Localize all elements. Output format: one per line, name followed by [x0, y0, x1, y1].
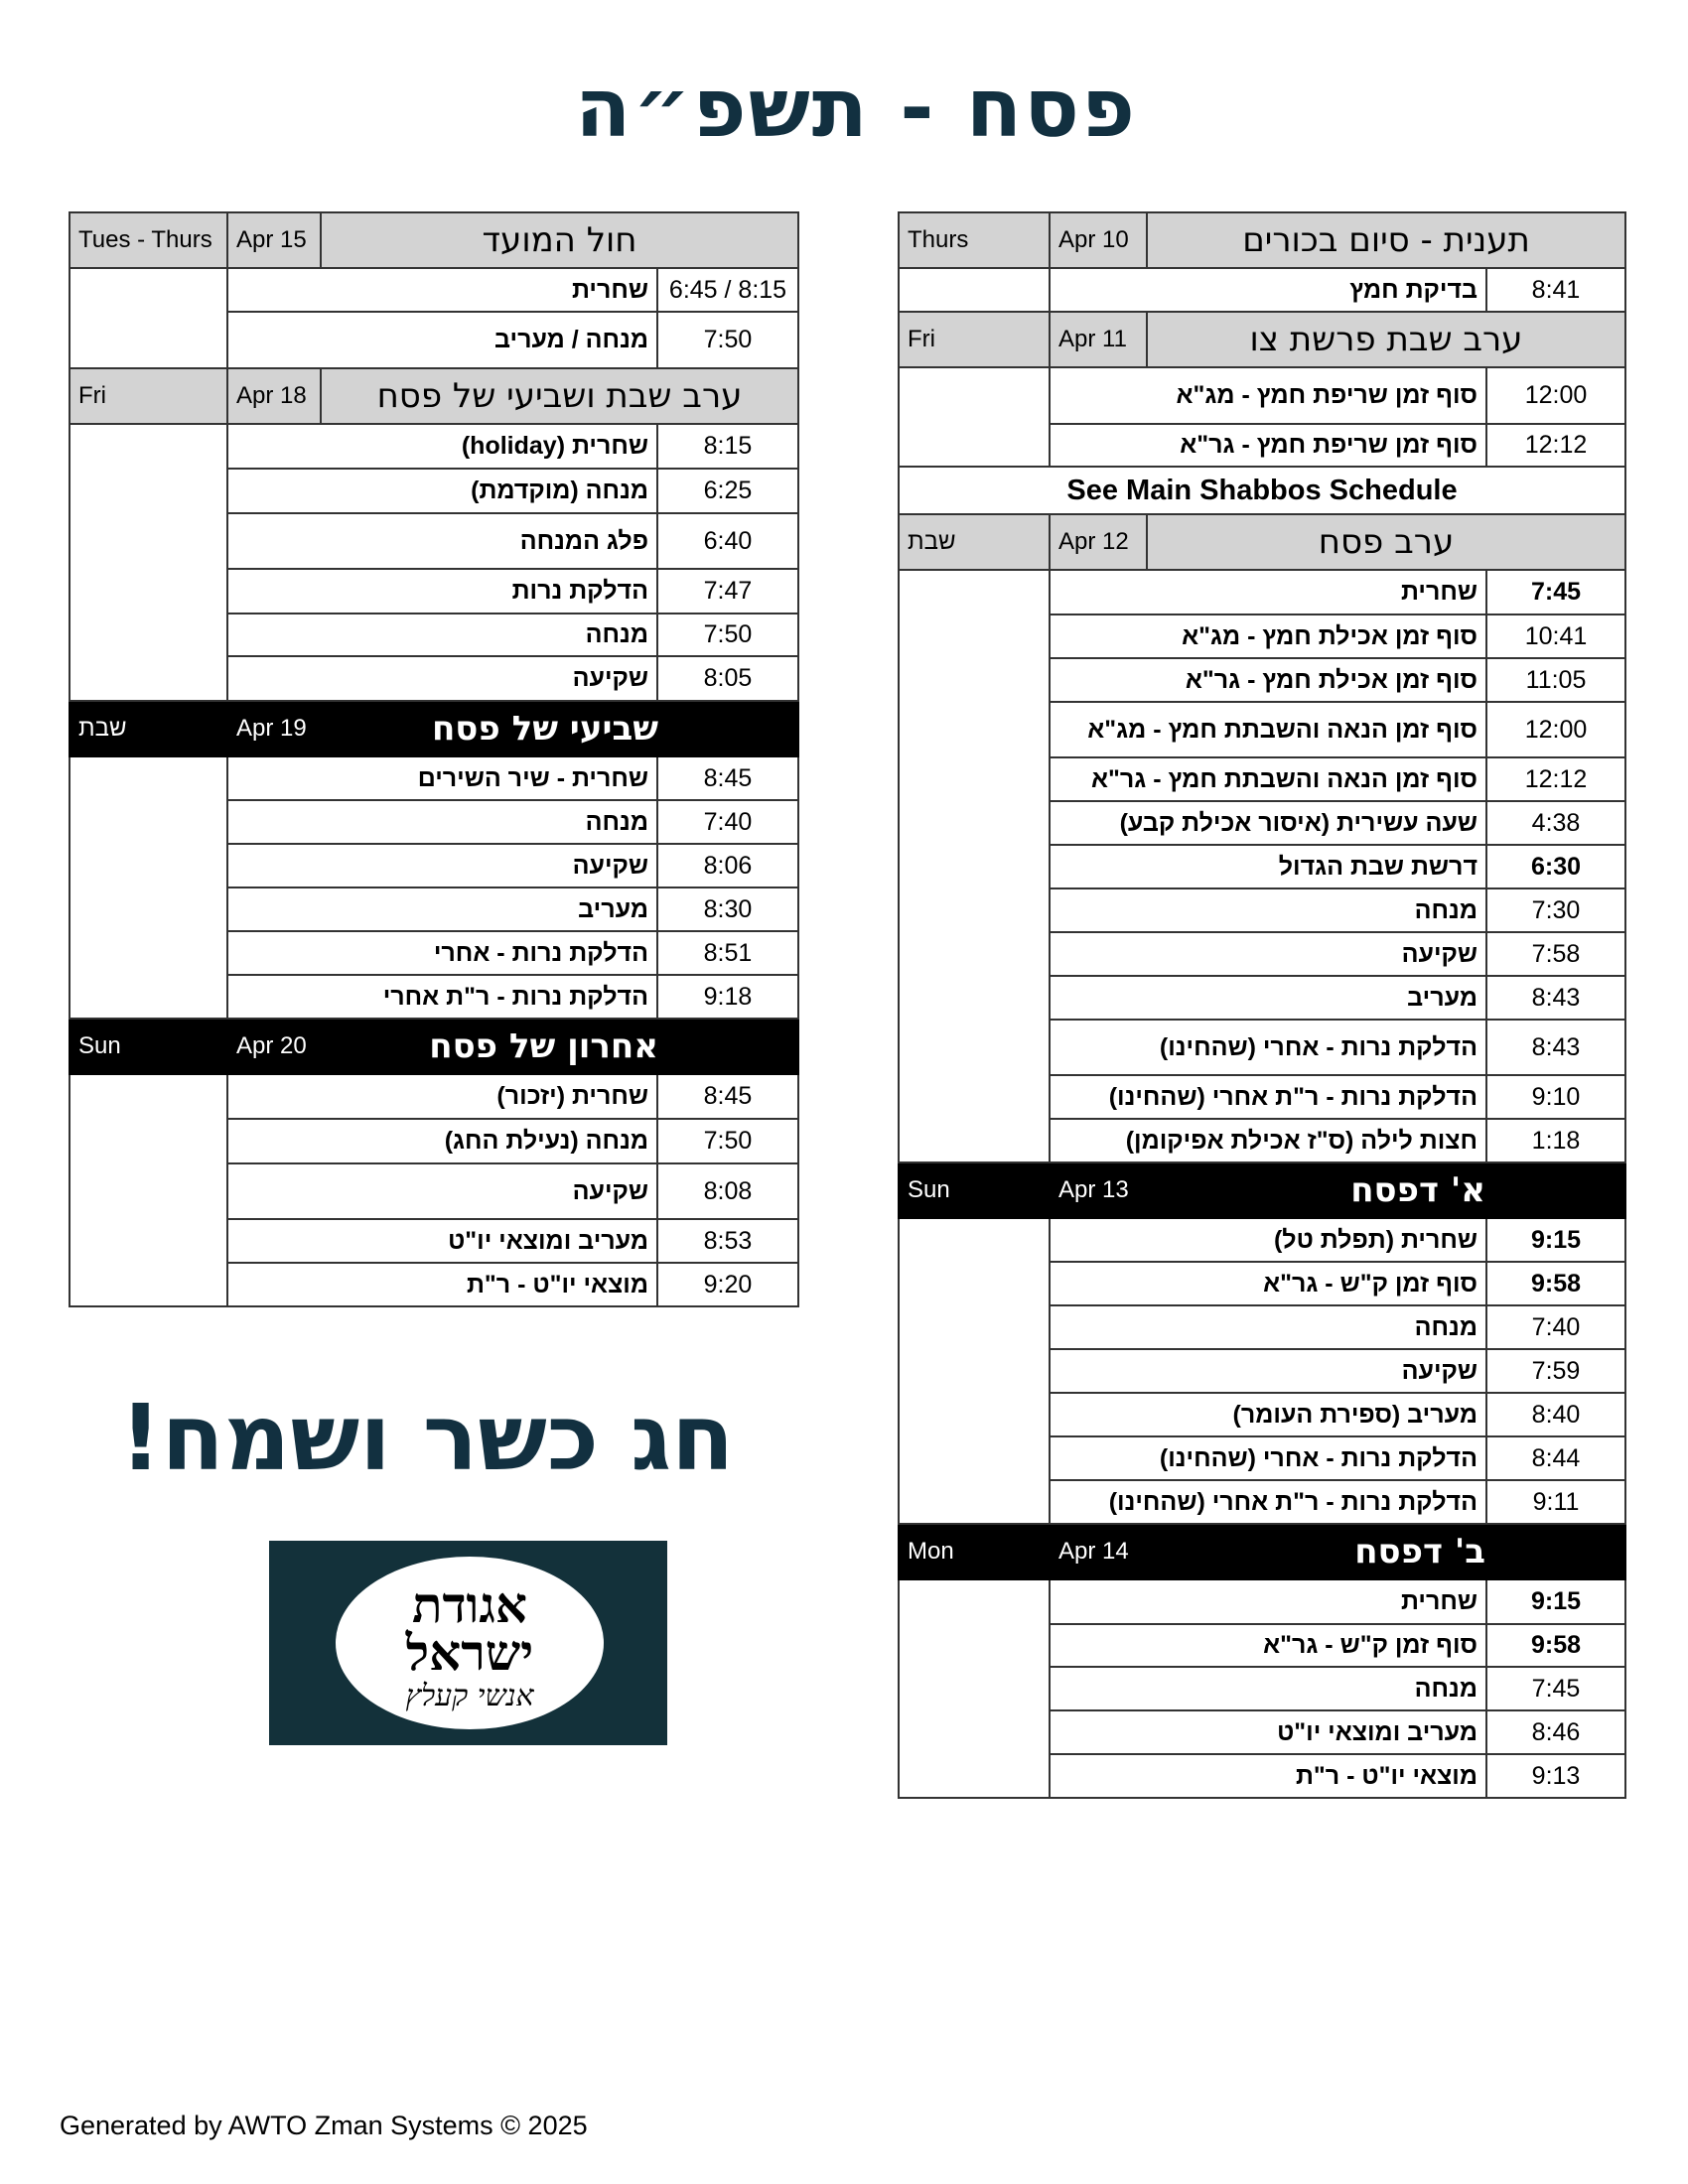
event-time: 9:15	[1486, 1218, 1625, 1262]
event-label: הדלקת נרות	[227, 569, 657, 614]
date-label: Apr 14	[1050, 1524, 1147, 1579]
logo-text-line2: ישראל	[405, 1623, 534, 1682]
event-label: מעריב	[1050, 976, 1486, 1020]
event-label: סוף זמן ק"ש - גר"א	[1050, 1262, 1486, 1305]
event-label: מעריב (ספירת העומר)	[1050, 1393, 1486, 1436]
event-time: 6:45 / 8:15	[657, 268, 798, 312]
event-time: 12:00	[1486, 702, 1625, 757]
event-time: 9:13	[1486, 1754, 1625, 1798]
event-label: חצות לילה (ס"ז אכילת אפיקומן)	[1050, 1119, 1486, 1162]
event-time: 8:06	[657, 844, 798, 887]
date-label: Apr 11	[1050, 312, 1147, 367]
event-label: הדלקת נרות - אחרי (שהחינו)	[1050, 1436, 1486, 1480]
holiday-name: חול המועד	[321, 212, 798, 268]
date-label: Apr 15	[227, 212, 321, 268]
event-time: 6:40	[657, 513, 798, 569]
event-label: שחרית (holiday)	[227, 424, 657, 469]
event-time: 7:40	[1486, 1305, 1625, 1349]
event-time: 8:51	[657, 931, 798, 975]
event-time: 7:45	[1486, 1667, 1625, 1710]
chag-greeting: חג כשר ושמח!	[119, 1385, 735, 1491]
event-time: 12:12	[1486, 757, 1625, 801]
event-time: 8:46	[1486, 1710, 1625, 1754]
day-label: שבת	[70, 701, 227, 756]
event-time: 9:11	[1486, 1480, 1625, 1524]
schedule-row	[899, 367, 1625, 424]
event-label: מנחה (נעילת החג)	[227, 1119, 657, 1163]
event-label: שחרית (יזכור)	[227, 1074, 657, 1119]
event-time: 1:18	[1486, 1119, 1625, 1162]
event-label: שחרית	[1050, 1579, 1486, 1624]
event-label: סוף זמן ק"ש - גר"א	[1050, 1624, 1486, 1667]
holiday-name: שביעי של פסח	[321, 701, 798, 756]
event-label: מנחה	[227, 614, 657, 656]
event-time: 8:43	[1486, 976, 1625, 1020]
holiday-name: ערב פסח	[1147, 514, 1625, 570]
event-time: 8:08	[657, 1163, 798, 1219]
section-header	[899, 312, 1625, 367]
event-time: 8:45	[657, 756, 798, 800]
event-time: 9:10	[1486, 1075, 1625, 1119]
event-label: סוף זמן אכילת חמץ - גר"א	[1050, 658, 1486, 702]
event-time: 7:50	[657, 1119, 798, 1163]
section-header	[899, 1524, 1625, 1579]
event-time: 9:18	[657, 975, 798, 1019]
event-label: סוף זמן הנאה והשבתת חמץ - גר"א	[1050, 757, 1486, 801]
event-time: 10:41	[1486, 614, 1625, 658]
event-label: פלג המנחה	[227, 513, 657, 569]
section-header	[899, 514, 1625, 570]
event-label: מעריב ומוצאי יו"ט	[227, 1219, 657, 1263]
event-time: 12:00	[1486, 367, 1625, 424]
event-time: 7:50	[657, 312, 798, 368]
event-label: הדלקת נרות - ר"ת אחרי (שהחינו)	[1050, 1480, 1486, 1524]
schedule-row	[70, 756, 798, 800]
event-label: סוף זמן שריפת חמץ - מג"א	[1050, 367, 1486, 424]
event-time: 9:58	[1486, 1624, 1625, 1667]
event-time: 7:59	[1486, 1349, 1625, 1393]
section-header	[899, 212, 1625, 268]
holiday-name: ערב שבת ושביעי של פסח	[321, 368, 798, 424]
event-time: 8:43	[1486, 1020, 1625, 1075]
section-header	[70, 1019, 798, 1074]
date-label: Apr 12	[1050, 514, 1147, 570]
date-label: Apr 10	[1050, 212, 1147, 268]
schedule-row	[899, 1579, 1625, 1624]
event-time: 7:40	[657, 800, 798, 844]
event-time: 7:58	[1486, 932, 1625, 976]
schedule-row	[70, 268, 798, 312]
date-label: Apr 18	[227, 368, 321, 424]
page-title: פסח - תשפ״ה	[575, 62, 1137, 156]
section-header	[70, 701, 798, 756]
event-time: 4:38	[1486, 801, 1625, 845]
event-label: הדלקת נרות - ר"ת אחרי (שהחינו)	[1050, 1075, 1486, 1119]
event-time: 8:40	[1486, 1393, 1625, 1436]
day-label: שבת	[899, 514, 1050, 570]
event-label: הדלקת נרות - ר"ת אחרי	[227, 975, 657, 1019]
date-label: Apr 19	[227, 701, 321, 756]
date-label: Apr 20	[227, 1019, 321, 1074]
event-label: סוף זמן הנאה והשבתת חמץ - מג"א	[1050, 702, 1486, 757]
holiday-name: ערב שבת פרשת צו	[1147, 312, 1625, 367]
event-label: בדיקת חמץ	[1050, 268, 1486, 312]
event-label: שקיעה	[1050, 932, 1486, 976]
event-time: 6:25	[657, 469, 798, 513]
day-label: Fri	[70, 368, 227, 424]
event-label: מוצאי יו"ט - ר"ת	[1050, 1754, 1486, 1798]
event-time: 9:20	[657, 1263, 798, 1306]
logo-oval	[336, 1557, 604, 1729]
section-header	[70, 212, 798, 268]
section-header	[899, 1162, 1625, 1218]
event-time: 8:15	[657, 424, 798, 469]
event-label: מוצאי יו"ט - ר"ת	[227, 1263, 657, 1306]
event-label: מנחה	[1050, 888, 1486, 932]
schedule-row	[70, 1074, 798, 1119]
schedule-row	[70, 424, 798, 469]
event-time: 7:47	[657, 569, 798, 614]
logo-text-line1: אגודת	[412, 1575, 527, 1634]
event-label: שחרית	[227, 268, 657, 312]
holiday-name: אחרון של פסח	[321, 1019, 798, 1074]
event-label: מנחה	[1050, 1667, 1486, 1710]
schedule-row	[899, 570, 1625, 614]
event-label: שקיעה	[227, 1163, 657, 1219]
footer-credit: Generated by AWTO Zman Systems © 2025	[60, 2111, 588, 2140]
event-time: 9:15	[1486, 1579, 1625, 1624]
event-time: 7:30	[1486, 888, 1625, 932]
event-label: שעה עשירית (איסור אכילת קבע)	[1050, 801, 1486, 845]
day-label: Tues - Thurs	[70, 212, 227, 268]
event-time: 8:45	[657, 1074, 798, 1119]
day-label: Thurs	[899, 212, 1050, 268]
see-main-schedule-note: See Main Shabbos Schedule	[899, 467, 1625, 514]
logo-text-line3: אנשי קעלץ	[405, 1679, 534, 1713]
event-label: שחרית	[1050, 570, 1486, 614]
schedule-right	[898, 211, 1626, 1799]
event-label: הדלקת נרות - אחרי	[227, 931, 657, 975]
event-label: שקיעה	[1050, 1349, 1486, 1393]
event-label: מנחה	[227, 800, 657, 844]
event-label: הדלקת נרות - אחרי (שהחינו)	[1050, 1020, 1486, 1075]
holiday-name: א' דפסח	[1147, 1162, 1625, 1218]
event-label: סוף זמן שריפת חמץ - גר"א	[1050, 424, 1486, 467]
event-label: מנחה	[1050, 1305, 1486, 1349]
date-label: Apr 13	[1050, 1162, 1147, 1218]
section-header	[70, 368, 798, 424]
event-label: דרשת שבת הגדול	[1050, 845, 1486, 888]
event-time: 6:30	[1486, 845, 1625, 888]
event-label: מעריב ומוצאי יו"ט	[1050, 1710, 1486, 1754]
event-label: שקיעה	[227, 656, 657, 701]
event-label: סוף זמן אכילת חמץ - מג"א	[1050, 614, 1486, 658]
schedule-row	[899, 268, 1625, 312]
event-label: מנחה / מעריב	[227, 312, 657, 368]
event-label: מעריב	[227, 887, 657, 931]
event-time: 8:53	[657, 1219, 798, 1263]
holiday-name: ב' דפסח	[1147, 1524, 1625, 1579]
event-time: 11:05	[1486, 658, 1625, 702]
day-label: Mon	[899, 1524, 1050, 1579]
schedule-left	[69, 211, 799, 1307]
organization-logo	[269, 1541, 667, 1745]
event-label: שחרית - שיר השירים	[227, 756, 657, 800]
day-label: Fri	[899, 312, 1050, 367]
day-label: Sun	[70, 1019, 227, 1074]
event-time: 7:50	[657, 614, 798, 656]
event-time: 8:05	[657, 656, 798, 701]
schedule-row	[899, 1218, 1625, 1262]
holiday-name: תענית - סיום בכורים	[1147, 212, 1625, 268]
event-time: 7:45	[1486, 570, 1625, 614]
event-time: 8:30	[657, 887, 798, 931]
event-label: מנחה (מוקדמת)	[227, 469, 657, 513]
event-time: 12:12	[1486, 424, 1625, 467]
event-time: 8:44	[1486, 1436, 1625, 1480]
event-label: שחרית (תפלת טל)	[1050, 1218, 1486, 1262]
event-label: שקיעה	[227, 844, 657, 887]
event-time: 8:41	[1486, 268, 1625, 312]
event-time: 9:58	[1486, 1262, 1625, 1305]
note-row	[899, 467, 1625, 514]
day-label: Sun	[899, 1162, 1050, 1218]
